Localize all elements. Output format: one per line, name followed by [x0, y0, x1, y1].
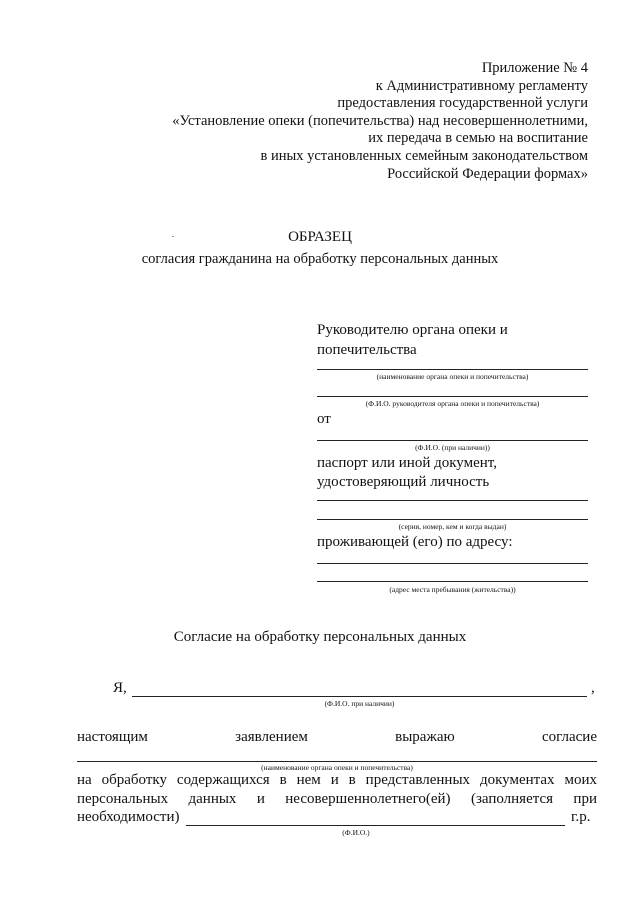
full-name-caption: (Ф.И.О. при наличии)	[324, 699, 395, 708]
address-field[interactable]	[317, 581, 588, 582]
birth-year-suffix: г.р.	[571, 809, 591, 825]
consent-org-caption: (наименование органа опеки и попечительства)	[261, 763, 413, 772]
applicant-name-caption: (Ф.И.О. (при наличии))	[415, 443, 490, 452]
org-name-field[interactable]	[317, 369, 588, 370]
appendix-line: к Административному регламенту	[375, 77, 588, 94]
passport-caption: (серия, номер, кем и когда выдан)	[398, 522, 507, 531]
consent-text-line: персональных данных и несовершеннолетнего(ей) (заполняется при	[77, 791, 597, 807]
full-name-field[interactable]	[132, 696, 587, 697]
address-caption: (адрес места пребывания (жительства))	[389, 585, 516, 594]
address-label: проживающей (его) по адресу:	[317, 534, 513, 550]
statement-line	[77, 728, 597, 747]
applicant-name-field[interactable]	[317, 440, 588, 441]
passport-field[interactable]	[317, 500, 588, 501]
i-label: Я,	[113, 680, 127, 696]
org-name-caption: (наименование органа опеки и попечительства)	[376, 372, 529, 381]
appendix-line: Приложение № 4	[481, 60, 588, 76]
appendix-line: Российской Федерации формах»	[387, 165, 588, 182]
child-name-caption: (Ф.И.О.)	[342, 828, 370, 837]
statement-word: выражаю	[395, 729, 455, 745]
document-title: ОБРАЗЕЦ	[288, 229, 352, 245]
child-name-field[interactable]	[186, 825, 565, 826]
addressee-line: Руководителю органа опеки и	[317, 322, 508, 338]
document-subtitle: согласия гражданина на обработку персональных данных	[141, 251, 499, 267]
consent-text-start: необходимости)	[77, 809, 180, 825]
passport-field[interactable]	[317, 519, 588, 520]
passport-label: удостоверяющий личность	[317, 474, 490, 490]
statement-word: заявлением	[235, 729, 308, 745]
consent-text-line: на обработку содержащихся в нем и в представленных документах моих	[77, 772, 597, 788]
appendix-header	[108, 60, 588, 183]
statement-word: согласие	[541, 729, 597, 745]
statement-word: настоящим	[77, 729, 148, 745]
passport-label: паспорт или иной документ,	[317, 455, 497, 471]
consent-org-field[interactable]	[77, 761, 597, 762]
head-name-caption: (Ф.И.О. руководителя органа опеки и попечительства)	[365, 399, 540, 408]
appendix-line: в иных установленных семейным законодательством	[260, 147, 588, 164]
appendix-line: их передача в семью на воспитание	[368, 130, 588, 147]
head-name-field[interactable]	[317, 396, 588, 397]
comma: ,	[591, 680, 595, 696]
appendix-line: «Установление опеки (попечительства) над несовершеннолетними,	[172, 112, 588, 129]
appendix-line: предоставления государственной услуги	[337, 95, 588, 112]
consent-heading: Согласие на обработку персональных данных	[173, 629, 467, 645]
addressee-line: попечительства	[317, 342, 417, 358]
address-field[interactable]	[317, 563, 588, 564]
from-label: от	[317, 411, 331, 427]
